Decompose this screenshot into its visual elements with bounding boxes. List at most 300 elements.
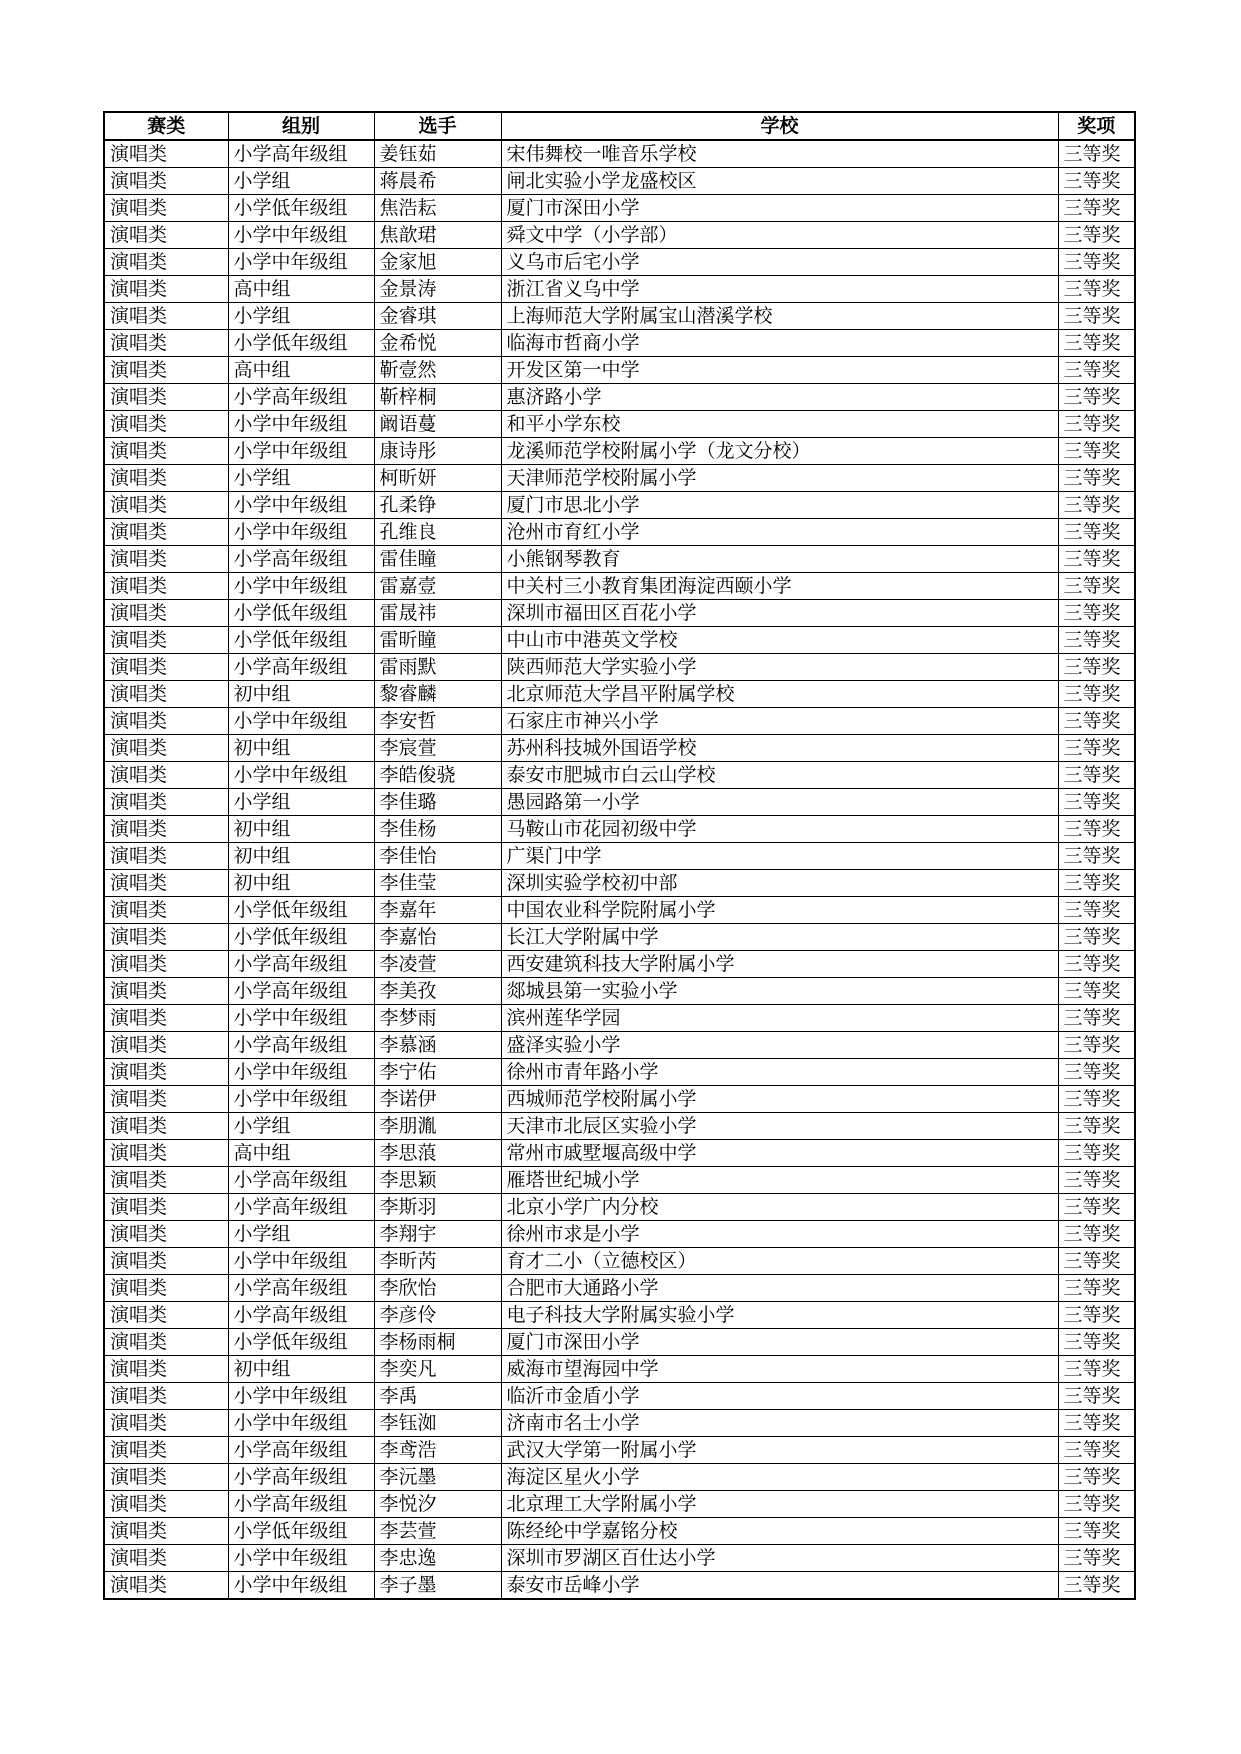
cell-category: 演唱类: [104, 330, 228, 357]
cell-contestant: 李佳莹: [374, 870, 501, 897]
cell-school: 深圳市福田区百花小学: [501, 600, 1058, 627]
cell-group: 小学高年级组: [228, 384, 374, 411]
cell-award: 三等奖: [1058, 1491, 1135, 1518]
cell-contestant: 李宸萱: [374, 735, 501, 762]
table-row: [104, 1572, 1135, 1600]
cell-contestant: 靳壹然: [374, 357, 501, 384]
cell-award: 三等奖: [1058, 897, 1135, 924]
cell-award: 三等奖: [1058, 1356, 1135, 1383]
table-row: [104, 1410, 1135, 1437]
cell-contestant: 焦歆珺: [374, 222, 501, 249]
cell-contestant: 李芸萱: [374, 1518, 501, 1545]
cell-category: 演唱类: [104, 951, 228, 978]
cell-award: 三等奖: [1058, 1086, 1135, 1113]
cell-group: 小学中年级组: [228, 1005, 374, 1032]
cell-school: 雁塔世纪城小学: [501, 1167, 1058, 1194]
cell-contestant: 李思颖: [374, 1167, 501, 1194]
cell-contestant: 雷嘉壹: [374, 573, 501, 600]
cell-school: 海淀区星火小学: [501, 1464, 1058, 1491]
cell-category: 演唱类: [104, 546, 228, 573]
cell-contestant: 李思蒗: [374, 1140, 501, 1167]
cell-school: 龙溪师范学校附属小学（龙文分校）: [501, 438, 1058, 465]
cell-contestant: 姜钰茹: [374, 140, 501, 168]
cell-award: 三等奖: [1058, 546, 1135, 573]
table-row: [104, 411, 1135, 438]
cell-school: 深圳市罗湖区百仕达小学: [501, 1545, 1058, 1572]
table-row: [104, 951, 1135, 978]
cell-contestant: 雷昕瞳: [374, 627, 501, 654]
cell-school: 临海市哲商小学: [501, 330, 1058, 357]
table-row: [104, 708, 1135, 735]
table-row: [104, 1383, 1135, 1410]
cell-category: 演唱类: [104, 843, 228, 870]
cell-group: 初中组: [228, 816, 374, 843]
table-row: [104, 1545, 1135, 1572]
cell-category: 演唱类: [104, 276, 228, 303]
cell-category: 演唱类: [104, 438, 228, 465]
cell-school: 厦门市深田小学: [501, 1329, 1058, 1356]
cell-category: 演唱类: [104, 1356, 228, 1383]
cell-category: 演唱类: [104, 357, 228, 384]
cell-category: 演唱类: [104, 978, 228, 1005]
cell-contestant: 李嘉年: [374, 897, 501, 924]
cell-category: 演唱类: [104, 708, 228, 735]
cell-group: 初中组: [228, 843, 374, 870]
cell-group: 小学高年级组: [228, 546, 374, 573]
cell-contestant: 李昕芮: [374, 1248, 501, 1275]
cell-group: 初中组: [228, 1356, 374, 1383]
cell-school: 厦门市深田小学: [501, 195, 1058, 222]
cell-contestant: 孔柔铮: [374, 492, 501, 519]
cell-school: 中关村三小教育集团海淀西颐小学: [501, 573, 1058, 600]
table-row: [104, 1140, 1135, 1167]
cell-group: 小学高年级组: [228, 140, 374, 168]
cell-group: 小学中年级组: [228, 762, 374, 789]
cell-award: 三等奖: [1058, 735, 1135, 762]
cell-award: 三等奖: [1058, 708, 1135, 735]
cell-category: 演唱类: [104, 924, 228, 951]
table-row: [104, 276, 1135, 303]
cell-award: 三等奖: [1058, 1248, 1135, 1275]
cell-award: 三等奖: [1058, 1113, 1135, 1140]
cell-school: 和平小学东校: [501, 411, 1058, 438]
cell-group: 小学低年级组: [228, 627, 374, 654]
cell-school: 义乌市后宅小学: [501, 249, 1058, 276]
cell-category: 演唱类: [104, 1464, 228, 1491]
cell-award: 三等奖: [1058, 843, 1135, 870]
cell-school: 长江大学附属中学: [501, 924, 1058, 951]
cell-contestant: 李翔宇: [374, 1221, 501, 1248]
cell-contestant: 金家旭: [374, 249, 501, 276]
cell-school: 临沂市金盾小学: [501, 1383, 1058, 1410]
cell-contestant: 靳梓桐: [374, 384, 501, 411]
cell-school: 厦门市思北小学: [501, 492, 1058, 519]
cell-group: 小学组: [228, 1113, 374, 1140]
cell-school: 小熊钢琴教育: [501, 546, 1058, 573]
cell-school: 沧州市育红小学: [501, 519, 1058, 546]
cell-contestant: 李安哲: [374, 708, 501, 735]
cell-award: 三等奖: [1058, 1437, 1135, 1464]
cell-award: 三等奖: [1058, 870, 1135, 897]
cell-award: 三等奖: [1058, 1410, 1135, 1437]
cell-contestant: 李佳怡: [374, 843, 501, 870]
cell-contestant: 李斯羽: [374, 1194, 501, 1221]
cell-category: 演唱类: [104, 1221, 228, 1248]
cell-contestant: 李沅墨: [374, 1464, 501, 1491]
cell-award: 三等奖: [1058, 762, 1135, 789]
table-row: [104, 492, 1135, 519]
cell-school: 深圳实验学校初中部: [501, 870, 1058, 897]
table-row: [104, 843, 1135, 870]
table-row: [104, 438, 1135, 465]
cell-group: 小学中年级组: [228, 1572, 374, 1600]
table-row: [104, 1059, 1135, 1086]
cell-category: 演唱类: [104, 897, 228, 924]
cell-category: 演唱类: [104, 1545, 228, 1572]
cell-school: 宋伟舞校一唯音乐学校: [501, 140, 1058, 168]
cell-contestant: 李佳杨: [374, 816, 501, 843]
table-row: [104, 1248, 1135, 1275]
cell-school: 中山市中港英文学校: [501, 627, 1058, 654]
award-results-table: [103, 111, 1136, 1600]
cell-school: 泰安市肥城市白云山学校: [501, 762, 1058, 789]
table-row: [104, 816, 1135, 843]
cell-category: 演唱类: [104, 1113, 228, 1140]
cell-contestant: 雷晟祎: [374, 600, 501, 627]
cell-category: 演唱类: [104, 465, 228, 492]
cell-school: 郯城县第一实验小学: [501, 978, 1058, 1005]
cell-group: 小学中年级组: [228, 1086, 374, 1113]
cell-award: 三等奖: [1058, 816, 1135, 843]
cell-category: 演唱类: [104, 870, 228, 897]
cell-group: 小学中年级组: [228, 438, 374, 465]
cell-contestant: 金景涛: [374, 276, 501, 303]
cell-category: 演唱类: [104, 1572, 228, 1600]
table-row: [104, 735, 1135, 762]
table-row: [104, 1329, 1135, 1356]
cell-award: 三等奖: [1058, 573, 1135, 600]
cell-school: 武汉大学第一附属小学: [501, 1437, 1058, 1464]
cell-school: 石家庄市神兴小学: [501, 708, 1058, 735]
cell-contestant: 李忠逸: [374, 1545, 501, 1572]
cell-group: 小学中年级组: [228, 708, 374, 735]
cell-category: 演唱类: [104, 1518, 228, 1545]
cell-award: 三等奖: [1058, 1329, 1135, 1356]
cell-category: 演唱类: [104, 762, 228, 789]
cell-award: 三等奖: [1058, 951, 1135, 978]
cell-award: 三等奖: [1058, 303, 1135, 330]
cell-group: 小学中年级组: [228, 519, 374, 546]
table-row: [104, 870, 1135, 897]
table-header: [104, 112, 1135, 140]
cell-award: 三等奖: [1058, 1005, 1135, 1032]
cell-category: 演唱类: [104, 1275, 228, 1302]
cell-school: 西城师范学校附属小学: [501, 1086, 1058, 1113]
cell-award: 三等奖: [1058, 1275, 1135, 1302]
table-row: [104, 330, 1135, 357]
cell-group: 小学组: [228, 789, 374, 816]
cell-group: 小学中年级组: [228, 222, 374, 249]
cell-group: 小学组: [228, 303, 374, 330]
cell-school: 西安建筑科技大学附属小学: [501, 951, 1058, 978]
cell-contestant: 李杨雨桐: [374, 1329, 501, 1356]
cell-group: 小学中年级组: [228, 573, 374, 600]
cell-group: 小学低年级组: [228, 897, 374, 924]
cell-contestant: 李子墨: [374, 1572, 501, 1600]
cell-contestant: 金希悦: [374, 330, 501, 357]
header-row: [104, 112, 1135, 140]
cell-group: 小学低年级组: [228, 600, 374, 627]
cell-category: 演唱类: [104, 1005, 228, 1032]
table-row: [104, 546, 1135, 573]
cell-category: 演唱类: [104, 222, 228, 249]
cell-group: 小学低年级组: [228, 195, 374, 222]
table-row: [104, 1302, 1135, 1329]
cell-group: 高中组: [228, 276, 374, 303]
cell-award: 三等奖: [1058, 1221, 1135, 1248]
cell-group: 小学中年级组: [228, 1410, 374, 1437]
cell-contestant: 李彦伶: [374, 1302, 501, 1329]
table-row: [104, 627, 1135, 654]
cell-school: 马鞍山市花园初级中学: [501, 816, 1058, 843]
cell-category: 演唱类: [104, 1383, 228, 1410]
table-row: [104, 654, 1135, 681]
cell-category: 演唱类: [104, 168, 228, 195]
table-row: [104, 195, 1135, 222]
table-row: [104, 924, 1135, 951]
header-contestant: 选手: [374, 112, 501, 140]
table-row: [104, 465, 1135, 492]
cell-group: 小学中年级组: [228, 492, 374, 519]
cell-contestant: 李奕凡: [374, 1356, 501, 1383]
table-row: [104, 222, 1135, 249]
cell-category: 演唱类: [104, 681, 228, 708]
cell-contestant: 李朋湚: [374, 1113, 501, 1140]
cell-category: 演唱类: [104, 600, 228, 627]
cell-group: 初中组: [228, 870, 374, 897]
cell-school: 陕西师范大学实验小学: [501, 654, 1058, 681]
cell-category: 演唱类: [104, 573, 228, 600]
cell-category: 演唱类: [104, 1140, 228, 1167]
cell-group: 小学中年级组: [228, 1545, 374, 1572]
table-row: [104, 1356, 1135, 1383]
cell-school: 广渠门中学: [501, 843, 1058, 870]
cell-category: 演唱类: [104, 249, 228, 276]
cell-contestant: 黎睿麟: [374, 681, 501, 708]
cell-category: 演唱类: [104, 140, 228, 168]
cell-award: 三等奖: [1058, 249, 1135, 276]
cell-award: 三等奖: [1058, 1194, 1135, 1221]
table-row: [104, 600, 1135, 627]
cell-category: 演唱类: [104, 1410, 228, 1437]
cell-group: 小学高年级组: [228, 951, 374, 978]
cell-contestant: 焦浩耘: [374, 195, 501, 222]
cell-group: 小学高年级组: [228, 1275, 374, 1302]
cell-contestant: 李悦汐: [374, 1491, 501, 1518]
cell-group: 小学高年级组: [228, 1167, 374, 1194]
cell-school: 泰安市岳峰小学: [501, 1572, 1058, 1600]
cell-contestant: 蒋晨希: [374, 168, 501, 195]
cell-group: 小学高年级组: [228, 1437, 374, 1464]
cell-contestant: 李嘉怡: [374, 924, 501, 951]
cell-award: 三等奖: [1058, 411, 1135, 438]
table-row: [104, 573, 1135, 600]
cell-contestant: 李钰洳: [374, 1410, 501, 1437]
cell-category: 演唱类: [104, 1086, 228, 1113]
table-row: [104, 384, 1135, 411]
cell-award: 三等奖: [1058, 654, 1135, 681]
cell-school: 上海师范大学附属宝山潜溪学校: [501, 303, 1058, 330]
cell-category: 演唱类: [104, 303, 228, 330]
cell-group: 小学高年级组: [228, 978, 374, 1005]
cell-group: 小学高年级组: [228, 1302, 374, 1329]
header-category: 赛类: [104, 112, 228, 140]
cell-award: 三等奖: [1058, 1032, 1135, 1059]
cell-contestant: 雷雨默: [374, 654, 501, 681]
cell-group: 小学高年级组: [228, 1032, 374, 1059]
cell-award: 三等奖: [1058, 140, 1135, 168]
cell-category: 演唱类: [104, 1167, 228, 1194]
cell-group: 小学低年级组: [228, 330, 374, 357]
cell-school: 徐州市求是小学: [501, 1221, 1058, 1248]
cell-group: 小学中年级组: [228, 249, 374, 276]
cell-contestant: 雷佳瞳: [374, 546, 501, 573]
cell-school: 中国农业科学院附属小学: [501, 897, 1058, 924]
cell-award: 三等奖: [1058, 627, 1135, 654]
cell-award: 三等奖: [1058, 1572, 1135, 1600]
cell-category: 演唱类: [104, 816, 228, 843]
table-row: [104, 140, 1135, 168]
cell-category: 演唱类: [104, 627, 228, 654]
cell-contestant: 柯昕妍: [374, 465, 501, 492]
cell-school: 北京小学广内分校: [501, 1194, 1058, 1221]
cell-group: 小学中年级组: [228, 1383, 374, 1410]
cell-category: 演唱类: [104, 195, 228, 222]
table-body: [104, 140, 1135, 1599]
cell-contestant: 李梦雨: [374, 1005, 501, 1032]
table-row: [104, 1032, 1135, 1059]
cell-group: 高中组: [228, 357, 374, 384]
table-row: [104, 897, 1135, 924]
table-row: [104, 1113, 1135, 1140]
cell-school: 开发区第一中学: [501, 357, 1058, 384]
cell-school: 北京师范大学昌平附属学校: [501, 681, 1058, 708]
cell-group: 小学高年级组: [228, 1491, 374, 1518]
cell-award: 三等奖: [1058, 357, 1135, 384]
table-row: [104, 978, 1135, 1005]
cell-school: 愚园路第一小学: [501, 789, 1058, 816]
cell-award: 三等奖: [1058, 465, 1135, 492]
cell-award: 三等奖: [1058, 330, 1135, 357]
cell-school: 惠济路小学: [501, 384, 1058, 411]
cell-category: 演唱类: [104, 789, 228, 816]
cell-school: 苏州科技城外国语学校: [501, 735, 1058, 762]
header-award: 奖项: [1058, 112, 1135, 140]
cell-award: 三等奖: [1058, 438, 1135, 465]
cell-category: 演唱类: [104, 411, 228, 438]
cell-group: 小学低年级组: [228, 1329, 374, 1356]
header-school: 学校: [501, 112, 1058, 140]
cell-contestant: 金睿琪: [374, 303, 501, 330]
cell-award: 三等奖: [1058, 1464, 1135, 1491]
cell-school: 合肥市大通路小学: [501, 1275, 1058, 1302]
table-row: [104, 762, 1135, 789]
cell-category: 演唱类: [104, 1032, 228, 1059]
cell-award: 三等奖: [1058, 519, 1135, 546]
cell-school: 舜文中学（小学部）: [501, 222, 1058, 249]
table-row: [104, 168, 1135, 195]
cell-contestant: 阚语蔓: [374, 411, 501, 438]
cell-group: 小学中年级组: [228, 411, 374, 438]
cell-school: 徐州市青年路小学: [501, 1059, 1058, 1086]
cell-contestant: 李美孜: [374, 978, 501, 1005]
cell-category: 演唱类: [104, 1248, 228, 1275]
cell-award: 三等奖: [1058, 384, 1135, 411]
cell-school: 滨州莲华学园: [501, 1005, 1058, 1032]
cell-contestant: 李诺伊: [374, 1086, 501, 1113]
cell-award: 三等奖: [1058, 492, 1135, 519]
table-row: [104, 1005, 1135, 1032]
cell-group: 初中组: [228, 681, 374, 708]
table-row: [104, 519, 1135, 546]
cell-contestant: 孔维良: [374, 519, 501, 546]
cell-group: 小学组: [228, 465, 374, 492]
cell-school: 常州市戚墅堰高级中学: [501, 1140, 1058, 1167]
table-row: [104, 357, 1135, 384]
cell-school: 盛泽实验小学: [501, 1032, 1058, 1059]
cell-group: 小学高年级组: [228, 654, 374, 681]
cell-award: 三等奖: [1058, 789, 1135, 816]
cell-award: 三等奖: [1058, 1167, 1135, 1194]
cell-award: 三等奖: [1058, 1059, 1135, 1086]
cell-school: 天津市北辰区实验小学: [501, 1113, 1058, 1140]
cell-group: 小学低年级组: [228, 924, 374, 951]
table-row: [104, 1167, 1135, 1194]
table-row: [104, 1275, 1135, 1302]
cell-school: 闸北实验小学龙盛校区: [501, 168, 1058, 195]
cell-category: 演唱类: [104, 492, 228, 519]
cell-category: 演唱类: [104, 654, 228, 681]
cell-contestant: 李宁佑: [374, 1059, 501, 1086]
cell-contestant: 李慕涵: [374, 1032, 501, 1059]
cell-award: 三等奖: [1058, 1383, 1135, 1410]
cell-group: 小学高年级组: [228, 1464, 374, 1491]
cell-award: 三等奖: [1058, 924, 1135, 951]
cell-school: 威海市望海园中学: [501, 1356, 1058, 1383]
cell-award: 三等奖: [1058, 195, 1135, 222]
table-row: [104, 1086, 1135, 1113]
cell-school: 北京理工大学附属小学: [501, 1491, 1058, 1518]
table-row: [104, 1194, 1135, 1221]
cell-category: 演唱类: [104, 735, 228, 762]
cell-category: 演唱类: [104, 519, 228, 546]
cell-group: 高中组: [228, 1140, 374, 1167]
cell-contestant: 李鸢浩: [374, 1437, 501, 1464]
cell-category: 演唱类: [104, 384, 228, 411]
table-row: [104, 1464, 1135, 1491]
cell-contestant: 李凌萱: [374, 951, 501, 978]
cell-award: 三等奖: [1058, 1518, 1135, 1545]
cell-award: 三等奖: [1058, 600, 1135, 627]
cell-group: 小学中年级组: [228, 1059, 374, 1086]
cell-school: 陈经纶中学嘉铭分校: [501, 1518, 1058, 1545]
cell-school: 电子科技大学附属实验小学: [501, 1302, 1058, 1329]
table-row: [104, 1221, 1135, 1248]
cell-award: 三等奖: [1058, 168, 1135, 195]
cell-school: 育才二小（立德校区）: [501, 1248, 1058, 1275]
cell-group: 初中组: [228, 735, 374, 762]
cell-school: 济南市名士小学: [501, 1410, 1058, 1437]
